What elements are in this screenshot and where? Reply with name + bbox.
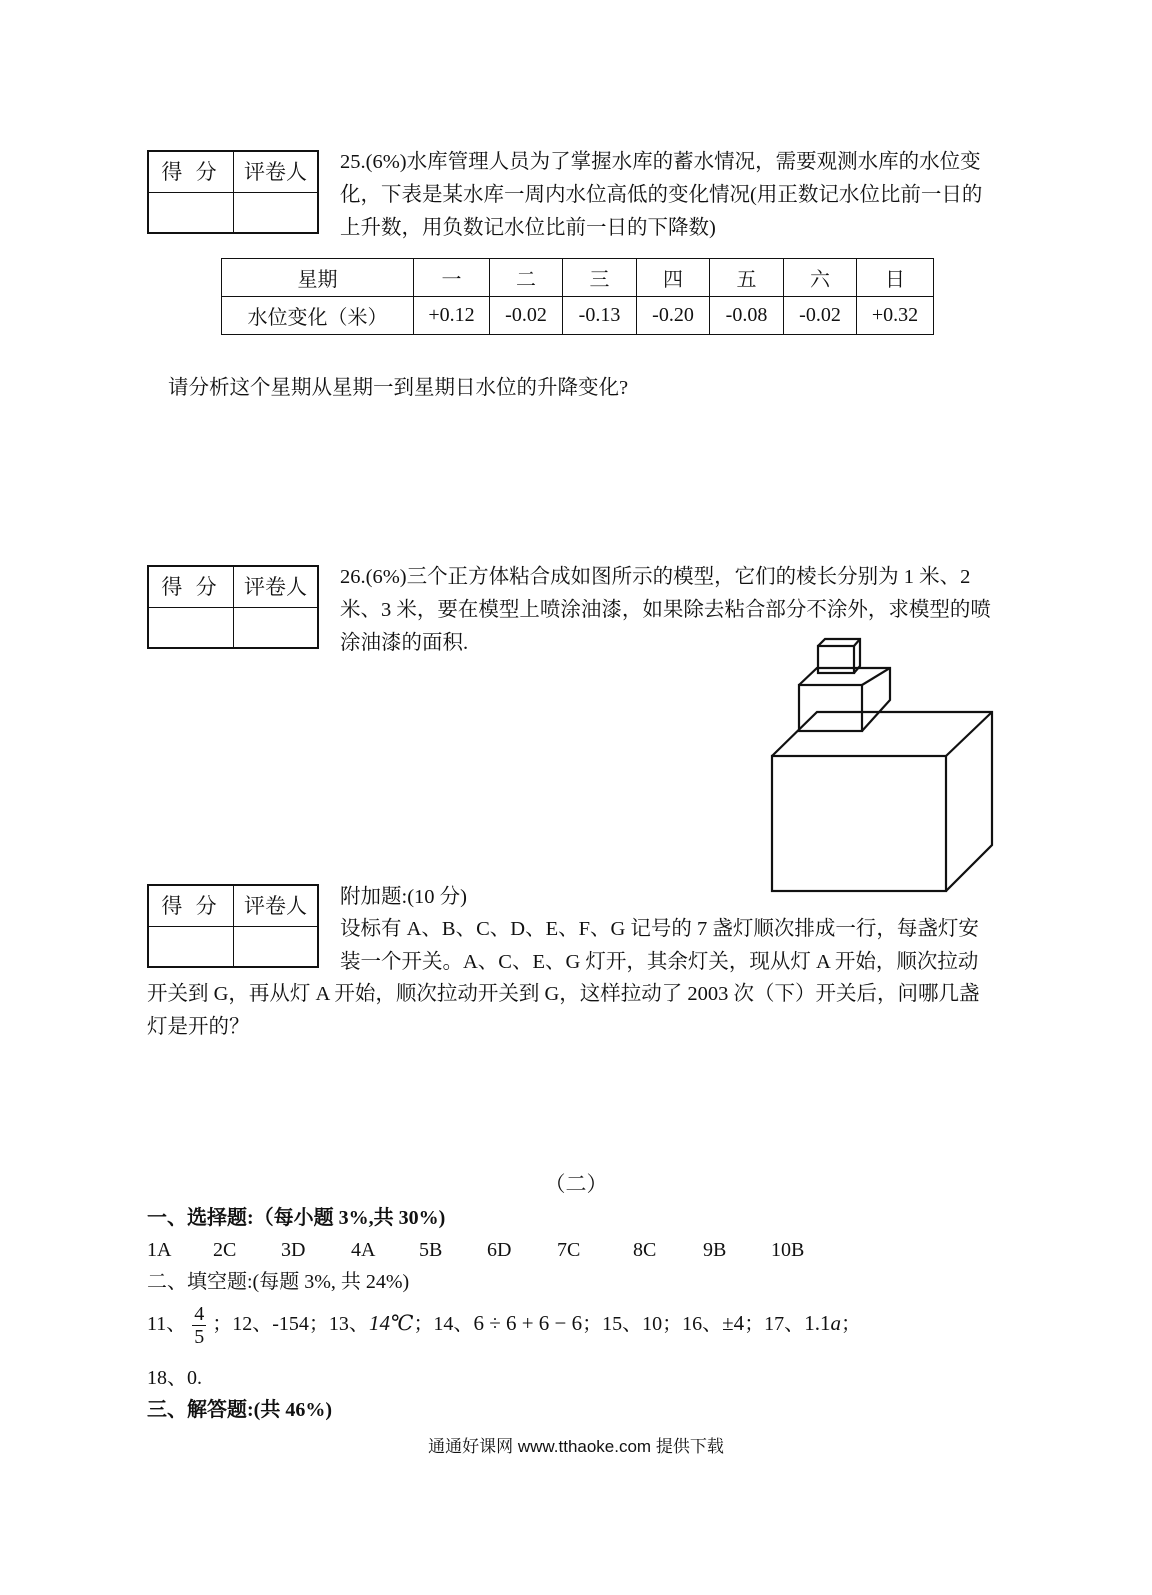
table-value: -0.02 [784,297,857,335]
choice-answer: 7C [557,1239,581,1261]
choice-answer: 2C [213,1239,237,1261]
medium-cube-front [799,685,862,731]
fill-prefix: 11、 [147,1313,187,1336]
cube-model-figure [760,630,1000,900]
q25-line1: 25.(6%)水库管理人员为了掌握水库的蓄水情况，需要观测水库的水位变 [340,151,981,173]
choice-answer: 8C [633,1239,657,1261]
water-level-table [221,258,934,335]
choice-answer: 1A [147,1239,172,1261]
score-cell[interactable] [149,927,234,966]
fill-17-value: 1.1 [804,1311,831,1336]
choice-answer: 6D [487,1239,512,1261]
choice-answer: 3D [281,1239,306,1261]
score-label: 得 分 [149,567,234,608]
fill-temperature: 14℃ [368,1311,414,1336]
choice-answer: 5B [419,1239,443,1261]
fill-text: ； [840,1313,861,1336]
answer-section-title: （二） [544,1172,608,1196]
score-cell[interactable] [149,608,234,647]
fill-variable: a [830,1311,841,1336]
grader-cell[interactable] [234,927,317,966]
fill-plus-minus: ±4 [722,1311,745,1336]
score-label: 得 分 [149,152,234,193]
table-day: 五 [710,259,784,297]
table-day: 日 [857,259,934,297]
table-value: -0.02 [490,297,563,335]
q26-line2: 米、3 米，要在模型上喷涂油漆，如果除去粘合部分不涂外，求模型的喷 [340,599,991,621]
choice-answer: 10B [771,1239,805,1261]
large-cube-edges [772,712,992,891]
table-value: -0.13 [563,297,637,335]
part2-title: 二、填空题:(每题 3%, 共 24%) [147,1271,410,1293]
choice-answer: 9B [703,1239,727,1261]
score-box-q26 [147,565,319,649]
grader-cell[interactable] [234,193,317,232]
score-cell[interactable] [149,193,234,232]
bonus-line1: 设标有 A、B、C、D、E、F、G 记号的 7 盏灯顺次排成一行，每盏灯安 [340,918,979,940]
fill-answers-line [147,1303,861,1348]
q25-question: 请分析这个星期从星期一到星期日水位的升降变化? [168,377,629,399]
table-value: -0.20 [637,297,710,335]
fill-expression: 6 ÷ 6 + 6 − 6 [473,1311,583,1336]
bonus-title: 附加题:(10 分) [340,886,467,908]
part1-title: 一、选择题:（每小题 3%,共 30%) [147,1207,446,1229]
q25-line3: 上升数，用负数记水位比前一日的下降数) [340,217,716,239]
table-row-values [222,297,934,335]
fraction [192,1303,206,1348]
part3-title: 三、解答题:(共 46%) [147,1399,332,1421]
grader-cell[interactable] [234,608,317,647]
fill-text: ；15、10；16、 [582,1313,723,1336]
fill-text: ；14、 [413,1313,474,1336]
grader-label: 评卷人 [234,567,317,608]
fill-answer-18: 18、0. [147,1367,202,1389]
table-day: 一 [414,259,490,297]
bonus-line3: 开关到 G，再从灯 A 开始，顺次拉动开关到 G，这样拉动了 2003 次（下）开关后，问哪几盏 [147,983,980,1005]
bonus-line4: 灯是开的？ [147,1016,250,1038]
fraction-numerator: 4 [194,1303,205,1325]
table-day: 三 [563,259,637,297]
q25-text [340,146,1016,245]
q25-line2: 化，下表是某水库一周内水位高低的变化情况(用正数记水位比前一日的 [340,184,983,206]
q26-line3: 涂油漆的面积. [340,632,469,654]
fill-text: ；12、-154；13、 [212,1313,369,1336]
table-header-label: 星期 [222,259,414,297]
choice-answer: 4A [351,1239,376,1261]
score-label: 得 分 [149,886,234,927]
bonus-line2: 装一个开关。A、C、E、G 灯开，其余灯关，现从灯 A 开始，顺次拉动 [340,951,979,973]
score-box-q25 [147,150,319,234]
table-day: 六 [784,259,857,297]
table-value: +0.12 [414,297,490,335]
large-cube-front [772,756,946,891]
score-box-bonus [147,884,319,968]
grader-label: 评卷人 [234,886,317,927]
q26-line1: 26.(6%)三个正方体粘合成如图所示的模型，它们的棱长分别为 1 米、2 [340,566,971,588]
fraction-denominator: 5 [194,1326,205,1348]
fill-text: ；17、 [744,1313,805,1336]
table-row-label: 水位变化（米） [222,297,414,335]
table-day: 四 [637,259,710,297]
table-value: -0.08 [710,297,784,335]
table-value: +0.32 [857,297,934,335]
table-row-days [222,259,934,297]
footer-text: 通通好课网 www.tthaoke.com 提供下载 [428,1437,724,1456]
grader-label: 评卷人 [234,152,317,193]
table-day: 二 [490,259,563,297]
